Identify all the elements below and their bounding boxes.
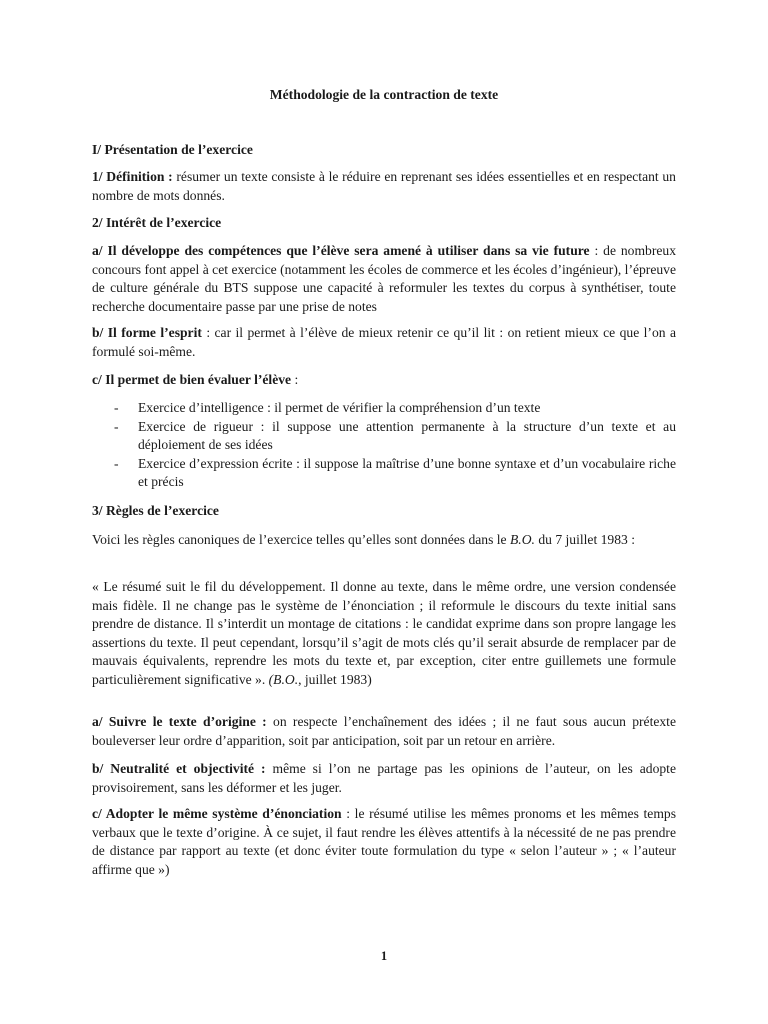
paragraph-definition: [92, 168, 676, 205]
section-heading-interet: 2/ Intérêt de l’exercice: [92, 215, 222, 230]
point-c-text: :: [291, 372, 299, 387]
list-item: [92, 455, 676, 492]
intro-text-after: du 7 juillet 1983 :: [534, 532, 635, 547]
list-item-text: Exercice d’intelligence : il permet de vérifier la compréhension d’un texte: [138, 400, 541, 415]
paragraph-point-c: [92, 371, 676, 390]
paragraph-point-b: [92, 324, 676, 361]
section-heading-presentation: I/ Présentation de l’exercice: [92, 142, 253, 157]
rule-a-text: on respecte l’enchaînement des idées ; il ne faut sous aucun prétexte bouleverser leur ordre d’apparition, soit par anticipation, soit par un retour en arrière.: [92, 714, 676, 748]
point-c-label: c/ Il permet de bien évaluer l’élève: [92, 372, 292, 387]
point-a-text: : de nombreux concours font appel à cet exercice (notamment les écoles de commerce et les écoles d’ingénieur), l’épreuve de culture générale du BTS suppose une capacité à reformuler les textes du corpus à synthétiser, toute recherche documentaire passe par une prise de notes: [92, 243, 677, 314]
rule-a-label: a/ Suivre le texte d’origine :: [92, 714, 267, 729]
quote-source-after: , juillet 1983): [298, 671, 372, 687]
list-item-text: Exercice de rigueur : il suppose une attention permanente à la structure d’un texte et au déploiement de ses idées: [138, 418, 676, 453]
definition-label: 1/ Définition :: [92, 169, 173, 184]
section-heading-regles: 3/ Règles de l’exercice: [92, 503, 219, 518]
quote-text: « Le résumé suit le fil du développement. Il donne au texte, dans le même ordre, une version condensée mais fidèle. Il ne change pas le système de l’énonciation ; il reformule le discours du texte initial sans prendre de distance. Il s’interdit un montage de citations : le candidat exprime dans son propre langage les assertions du texte. Il peut cependant, lorsqu’il s’agit de mots clés qu’il serait absurde de remplacer par de mauvais équivalents, reprendre les mots du texte et, par exception, citer entre guillemets une formule particulièrement significative ».: [92, 579, 676, 687]
point-a-label: a/ Il développe des compétences que l’élève sera amené à utiliser dans sa vie future: [92, 243, 590, 258]
list-item: [92, 418, 676, 455]
rule-c-text: : le résumé utilise les mêmes pronoms et les mêmes temps verbaux que le texte d’origine. À ce sujet, il faut rendre les élèves attentifs à la nécessité de ne pas prendre de distance par rapport au texte (et donc éviter toute formulation du type « selon l’auteur » ; « l’auteur affirme que »): [92, 806, 676, 877]
rule-c-label: c/ Adopter le même système d’énonciation: [92, 806, 342, 821]
intro-text-before: Voici les règles canoniques de l’exercice telles qu’elles sont données dans le: [92, 532, 510, 547]
paragraph-intro-bo: [92, 531, 676, 550]
bullet-dash: -: [114, 400, 119, 415]
bullet-dash: -: [114, 455, 119, 471]
list-item-text: Exercice d’expression écrite : il suppose la maîtrise d’une bonne syntaxe et d’un vocabulaire riche et précis: [138, 455, 676, 490]
paragraph-rule-a: [92, 713, 676, 750]
paragraph-quote: [92, 578, 676, 690]
bullet-list: [92, 399, 676, 492]
rule-b-label: b/ Neutralité et objectivité :: [92, 761, 266, 776]
definition-text: résumer un texte consiste à le réduire en reprenant ses idées essentielles et en respectant un nombre de mots donnés.: [92, 169, 676, 203]
quote-source-italic: (B.O.: [268, 671, 299, 687]
document-page: [92, 0, 676, 1024]
intro-bo-italic: B.O.: [510, 532, 535, 547]
bullet-dash: -: [114, 418, 119, 434]
document-title: Méthodologie de la contraction de texte: [269, 87, 499, 102]
list-item: [92, 399, 676, 418]
paragraph-rule-b: [92, 760, 676, 797]
rule-b-text: même si l’on ne partage pas les opinions de l’auteur, on les adopte provisoirement, sans les déformer et les juger.: [92, 761, 676, 795]
point-b-label: b/ Il forme l’esprit: [92, 325, 202, 340]
paragraph-rule-c: [92, 805, 676, 879]
page-number: 1: [380, 949, 388, 963]
paragraph-point-a: [92, 242, 676, 316]
point-b-text: : car il permet à l’élève de mieux retenir ce qu’il lit : on retient mieux ce que l’on a formulé soi-même.: [92, 325, 676, 359]
